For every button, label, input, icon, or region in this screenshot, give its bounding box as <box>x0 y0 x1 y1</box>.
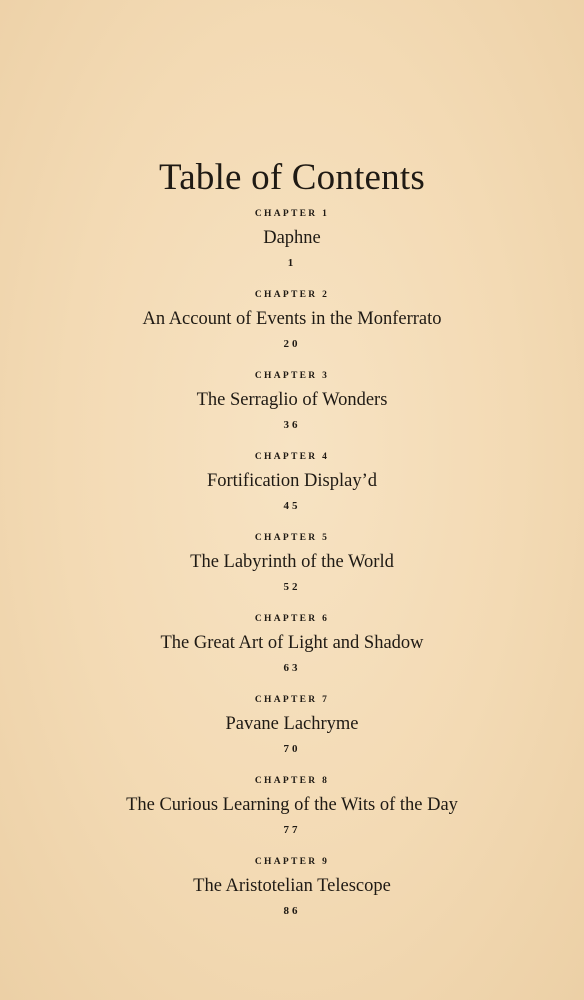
chapter-title: An Account of Events in the Monferrato <box>142 309 442 329</box>
toc-entry-chapter-2 <box>0 287 584 357</box>
chapter-page-number: 70 <box>283 743 301 755</box>
toc-entry-chapter-9 <box>0 854 584 924</box>
toc-entry-chapter-6 <box>0 611 584 681</box>
chapter-title: Daphne <box>263 228 321 248</box>
chapter-title: The Labyrinth of the World <box>190 552 394 572</box>
chapter-page-number: 86 <box>283 905 301 917</box>
chapter-page-number: 63 <box>283 662 301 674</box>
page-title: Table of Contents <box>159 156 425 198</box>
chapter-title: Pavane Lachryme <box>225 714 359 734</box>
chapter-title: The Great Art of Light and Shadow <box>160 633 424 653</box>
toc-entry-chapter-4 <box>0 449 584 519</box>
chapter-label: CHAPTER 4 <box>254 452 330 462</box>
chapter-page-number: 52 <box>283 581 301 593</box>
chapter-page-number: 45 <box>283 500 301 512</box>
chapter-page-number: 36 <box>283 419 301 431</box>
chapter-title: The Aristotelian Telescope <box>193 876 391 896</box>
chapter-label: CHAPTER 2 <box>254 290 330 300</box>
chapter-title: The Serraglio of Wonders <box>196 390 388 410</box>
toc-entry-chapter-7 <box>0 692 584 762</box>
chapter-page-number: 1 <box>287 257 297 269</box>
chapter-label: CHAPTER 6 <box>254 614 330 624</box>
chapter-label: CHAPTER 1 <box>254 209 330 219</box>
chapter-label: CHAPTER 9 <box>254 857 330 867</box>
toc-entry-chapter-3 <box>0 368 584 438</box>
chapter-label: CHAPTER 3 <box>254 371 330 381</box>
toc-entry-chapter-5 <box>0 530 584 600</box>
chapter-page-number: 77 <box>283 824 301 836</box>
chapter-label: CHAPTER 5 <box>254 533 330 543</box>
toc-entry-chapter-1 <box>0 206 584 276</box>
chapter-label: CHAPTER 7 <box>254 695 330 705</box>
chapter-title: The Curious Learning of the Wits of the Day <box>126 795 458 815</box>
chapter-title: Fortification Display’d <box>206 471 378 491</box>
chapter-label: CHAPTER 8 <box>254 776 330 786</box>
chapter-page-number: 20 <box>283 338 301 350</box>
toc-entry-chapter-8 <box>0 773 584 843</box>
